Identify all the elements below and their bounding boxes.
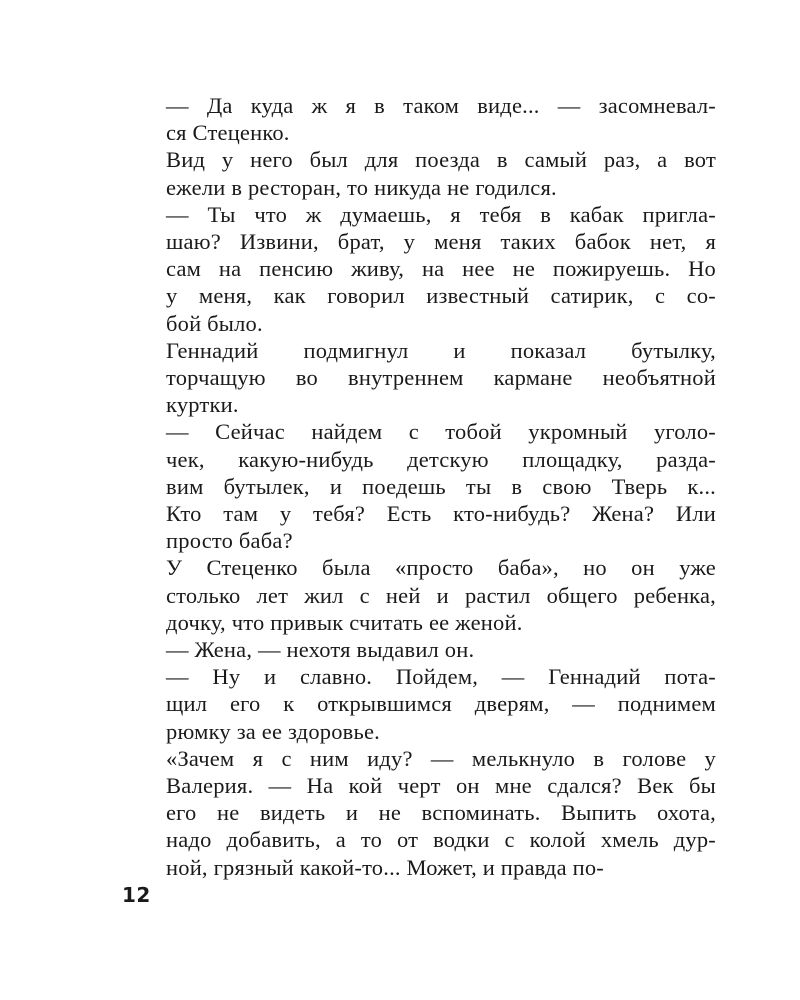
- text-line: ся Стеценко.: [166, 120, 290, 146]
- text-line: рюмку за ее здоровье.: [166, 718, 380, 744]
- text-line: торчащую во внутреннем кармане необъятной: [166, 365, 716, 391]
- text-line: щил его к открывшимся дверям, — поднимем: [166, 691, 716, 717]
- text-line: у меня, как говорил известный сатирик, с со-: [166, 283, 716, 309]
- text-line: — Ты что ж думаешь, я тебя в кабак пригла-: [166, 201, 716, 227]
- paragraph: [122, 745, 716, 881]
- text-line: столько лет жил с ней и растил общего ребенка,: [166, 582, 716, 608]
- text-line: Геннадий подмигнул и показал бутылку,: [166, 337, 716, 363]
- text-line: дочку, что привык считать ее женой.: [166, 609, 523, 635]
- text-line: его не видеть и не вспоминать. Выпить охота,: [166, 800, 716, 826]
- text-line: вим бутылек, и поедешь ты в свою Тверь к...: [166, 473, 716, 499]
- text-line: — Ну и славно. Пойдем, — Геннадий пота-: [166, 664, 716, 690]
- paragraph: [122, 201, 716, 337]
- paragraph: [122, 663, 716, 745]
- text-line: сам на пенсию живу, на нее не пожируешь. Но: [166, 256, 716, 282]
- text-line: Вид у него был для поезда в самый раз, а вот: [166, 147, 716, 173]
- paragraph: [122, 146, 716, 200]
- paragraph: [122, 92, 716, 146]
- text-line: — Жена, — нехотя выдавил он.: [166, 637, 475, 663]
- text-line: У Стеценко была «просто баба», но он уже: [166, 555, 716, 581]
- text-line: «Зачем я с ним иду? — мелькнуло в голове у: [166, 745, 716, 771]
- text-line: надо добавить, а то от водки с колой хмель дур-: [166, 827, 716, 853]
- paragraph: [122, 554, 716, 636]
- text-line: куртки.: [166, 392, 239, 418]
- text-line: Валерия. — На кой черт он мне сдался? Век бы: [166, 773, 716, 799]
- text-line: — Да куда ж я в таком виде... — засомневал-: [166, 93, 716, 118]
- text-line: ной, грязный какой-то... Может, и правда по-: [166, 854, 604, 880]
- text-line: шаю? Извини, брат, у меня таких бабок нет, я: [166, 229, 716, 255]
- page-number: 12: [122, 883, 151, 907]
- text-line: — Сейчас найдем с тобой укромный уголо-: [166, 419, 716, 445]
- text-line: просто баба?: [166, 528, 293, 554]
- text-line: бой было.: [166, 310, 263, 336]
- text-line: ежели в ресторан, то никуда не годился.: [166, 174, 557, 200]
- text-line: чек, какую-нибудь детскую площадку, разда-: [166, 446, 716, 472]
- paragraph: [122, 636, 716, 663]
- paragraph: [122, 337, 716, 419]
- paragraph: [122, 418, 716, 554]
- page-body: [122, 92, 716, 881]
- text-line: Кто там у тебя? Есть кто-нибудь? Жена? Или: [166, 501, 716, 527]
